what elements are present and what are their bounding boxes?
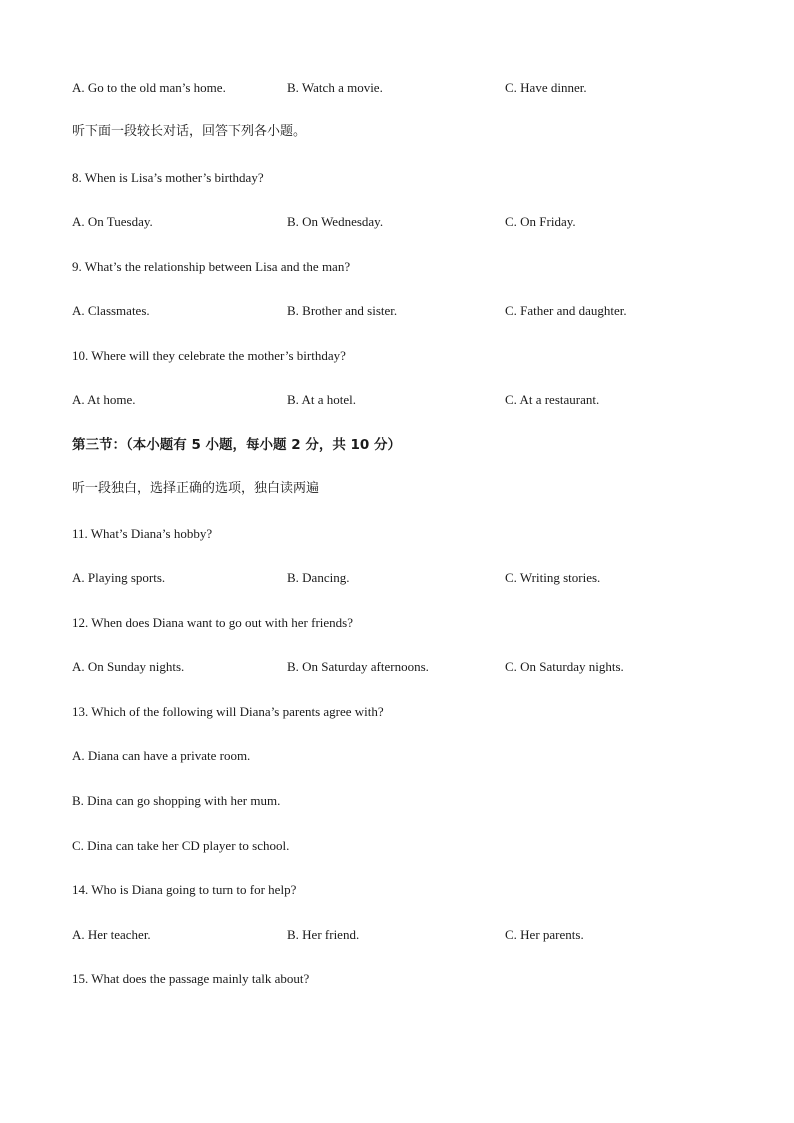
q13-option-b: B. Dina can go shopping with her mum. — [72, 793, 281, 808]
q8-option-a: A. On Tuesday. — [72, 214, 153, 229]
q11-option-b: B. Dancing. — [287, 570, 350, 585]
question-14: 14. Who is Diana going to turn to for help? — [72, 882, 297, 897]
q8-option-b: B. On Wednesday. — [287, 214, 384, 229]
q14-options — [72, 926, 722, 944]
q13-option-a: A. Diana can have a private room. — [72, 748, 251, 763]
q9-option-b: B. Brother and sister. — [287, 303, 398, 318]
monologue-instruction: 听一段独白，选择正确的选项，独白读两遍 — [72, 481, 320, 496]
question-8: 8. When is Lisa’s mother’s birthday? — [72, 170, 264, 185]
q11-options — [72, 569, 722, 587]
q9-option-c: C. Father and daughter. — [505, 303, 627, 318]
q12-option-b: B. On Saturday afternoons. — [287, 659, 429, 674]
q9-options — [72, 302, 722, 320]
q14-option-a: A. Her teacher. — [72, 927, 151, 942]
question-12: 12. When does Diana want to go out with her friends? — [72, 615, 353, 630]
q10-option-c: C. At a restaurant. — [505, 392, 600, 407]
q9-option-a: A. Classmates. — [72, 303, 150, 318]
long-dialogue-instruction: 听下面一段较长对话，回答下列各小题。 — [72, 124, 307, 139]
question-9: 9. What’s the relationship between Lisa and the man? — [72, 259, 351, 274]
q8-option-c: C. On Friday. — [505, 214, 576, 229]
q12-options — [72, 658, 722, 676]
q7-options — [72, 79, 722, 97]
q7-option-a: A. Go to the old man’s home. — [72, 80, 226, 95]
q14-option-c: C. Her parents. — [505, 927, 584, 942]
question-15: 15. What does the passage mainly talk about? — [72, 971, 310, 986]
q7-option-b: B. Watch a movie. — [287, 80, 383, 95]
q7-option-c: C. Have dinner. — [505, 80, 587, 95]
q12-option-a: A. On Sunday nights. — [72, 659, 185, 674]
q10-option-a: A. At home. — [72, 392, 136, 407]
q11-option-c: C. Writing stories. — [505, 570, 601, 585]
question-10: 10. Where will they celebrate the mother’s birthday? — [72, 348, 346, 363]
q11-option-a: A. Playing sports. — [72, 570, 166, 585]
question-11: 11. What’s Diana’s hobby? — [72, 526, 213, 541]
q12-option-c: C. On Saturday nights. — [505, 659, 624, 674]
q10-option-b: B. At a hotel. — [287, 392, 356, 407]
q13-option-c: C. Dina can take her CD player to school. — [72, 838, 290, 853]
section-3-title: 第三节：（本小题有 5 小题，每小题 2 分，共 10 分） — [72, 437, 402, 453]
q10-options — [72, 391, 722, 409]
q14-option-b: B. Her friend. — [287, 927, 360, 942]
q8-options — [72, 213, 722, 231]
question-13: 13. Which of the following will Diana’s parents agree with? — [72, 704, 384, 719]
